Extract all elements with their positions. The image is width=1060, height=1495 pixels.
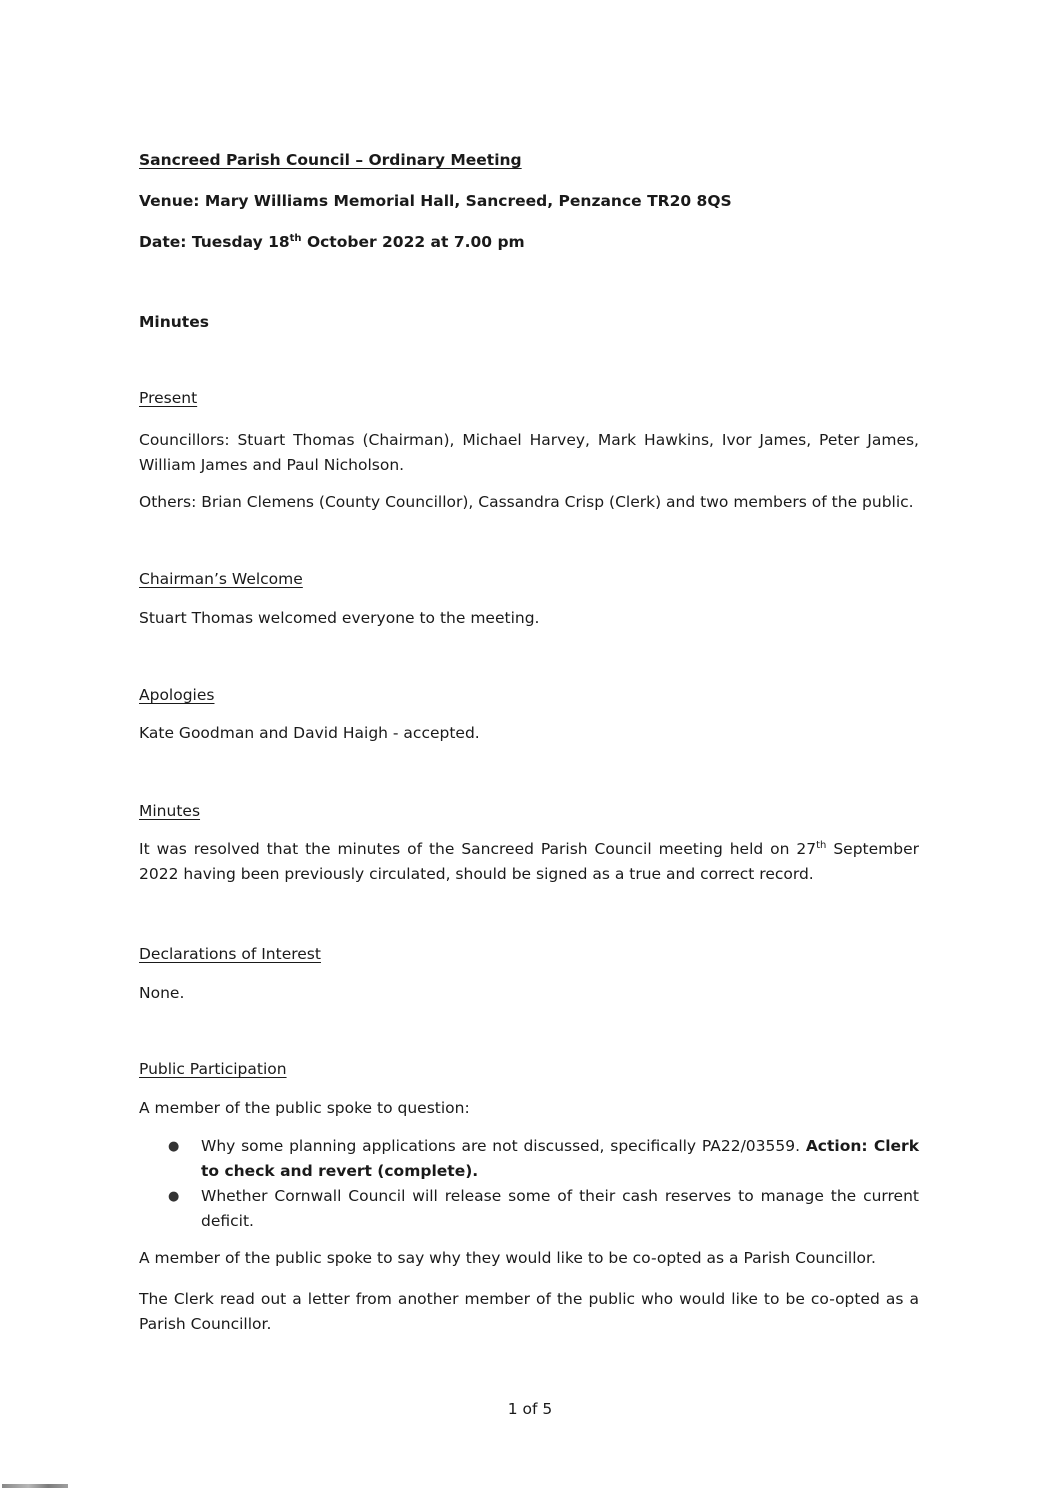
minutes-superscript: th [816,839,827,851]
public-bullet-list [165,1134,919,1234]
date-line [139,230,919,255]
present-councillors: Councillors: Stuart Thomas (Chairman), Michael Harvey, Mark Hawkins, Ivor James, Peter James, William James and Paul Nicholson. [139,431,919,474]
venue-line: Venue: Mary Williams Memorial Hall, Sancreed, Penzance TR20 8QS [139,192,732,210]
public-intro: A member of the public spoke to question: [139,1099,470,1117]
declarations-text: None. [139,984,185,1002]
date-superscript: th [289,232,302,244]
minutes-text [139,837,919,887]
declarations-heading: Declarations of Interest [139,945,321,963]
minutes-text-after: September 2022 having been previously circulated, should be signed as a true and correct record. [139,840,919,883]
scan-mark [2,1484,68,1488]
document-label: Minutes [139,313,209,331]
list-item [165,1184,919,1234]
apologies-text: Kate Goodman and David Haigh - accepted. [139,724,480,742]
bullet-text: Why some planning applications are not discussed, specifically PA22/03559. [201,1137,806,1155]
bullet-text: Whether Cornwall Council will release some of their cash reserves to manage the current deficit. [201,1187,919,1230]
date-prefix: Date: Tuesday 18 [139,233,290,251]
minutes-text-before: It was resolved that the minutes of the Sancreed Parish Council meeting held on 27 [139,840,817,858]
welcome-heading: Chairman’s Welcome [139,570,303,588]
present-heading: Present [139,389,198,407]
bullet-icon: ● [168,1189,180,1204]
public-paragraph-2: The Clerk read out a letter from another member of the public who would like to be co-opted as a Parish Councillor. [139,1290,919,1333]
apologies-heading: Apologies [139,686,215,704]
public-heading: Public Participation [139,1060,287,1078]
public-paragraph-1: A member of the public spoke to say why they would like to be co-opted as a Parish Councillor. [139,1249,876,1267]
bullet-action: Action: Clerk to check and revert (complete). [201,1137,919,1180]
minutes-heading: Minutes [139,802,201,820]
date-suffix: October 2022 at 7.00 pm [301,233,525,251]
list-item [165,1134,919,1184]
meeting-title: Sancreed Parish Council – Ordinary Meeting [139,151,522,169]
bullet-icon: ● [168,1139,180,1154]
page-number: 1 of 5 [507,1400,553,1418]
welcome-text: Stuart Thomas welcomed everyone to the meeting. [139,609,540,627]
present-others: Others: Brian Clemens (County Councillor), Cassandra Crisp (Clerk) and two members of the public. [139,493,914,511]
